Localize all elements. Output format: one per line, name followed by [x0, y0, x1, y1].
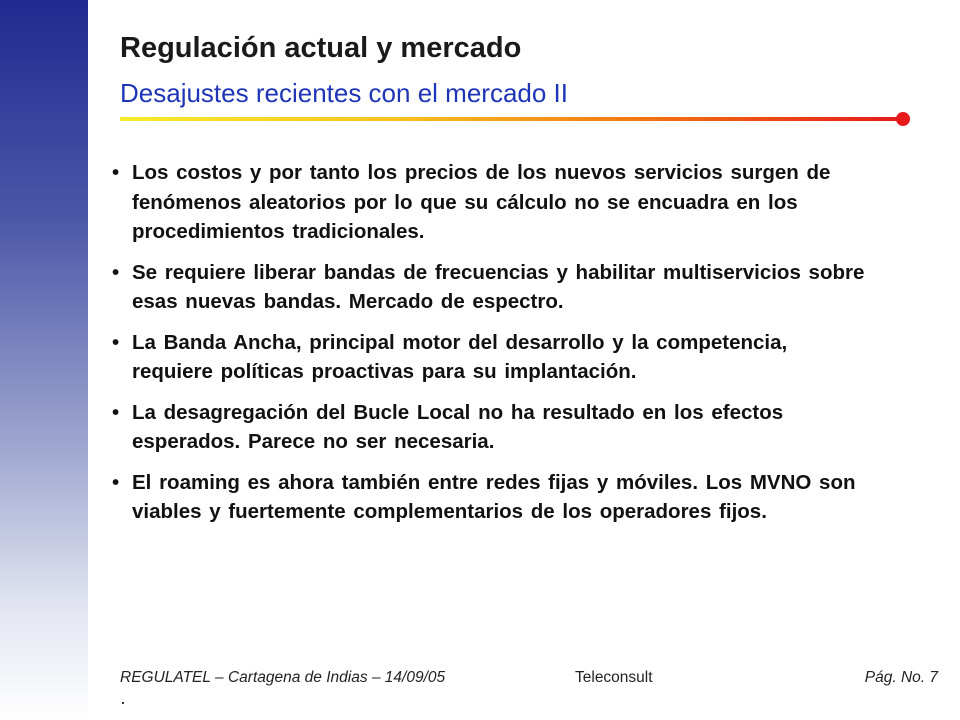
- bullet-marker: •: [112, 470, 120, 494]
- bullet-text: La Banda Ancha, principal motor del desarrollo y la competencia, requiere políticas proactivas para su implantación.: [132, 330, 788, 383]
- bullet-text: Los costos y por tanto los precios de los nuevos servicios surgen de fenómenos aleatorios por lo que su cálculo no se encuadra en los procedimientos tradicionales.: [132, 161, 831, 243]
- title-underline: [120, 117, 902, 121]
- bullet-marker: •: [112, 400, 120, 424]
- bullet-text: Se requiere liberar bandas de frecuencias y habilitar multiservicios sobre esas nuevas bandas. Mercado de espectro.: [132, 260, 865, 313]
- bullet-marker: •: [112, 161, 120, 184]
- bullet-item: [112, 468, 872, 527]
- bullet-marker: •: [112, 260, 120, 284]
- bullet-marker: •: [112, 330, 120, 354]
- slide-title: Regulación actual y mercado: [120, 32, 522, 64]
- bullet-item: [112, 328, 872, 387]
- footer-company: Teleconsult: [575, 669, 653, 686]
- footer-event: REGULATEL – Cartagena de Indias – 14/09/05: [120, 669, 446, 686]
- underline-end-dot: [896, 112, 910, 126]
- bullet-text: La desagregación del Bucle Local no ha resultado en los efectos esperados. Parece no ser necesaria.: [132, 400, 784, 453]
- slide-subtitle: Desajustes recientes con el mercado II: [120, 78, 568, 108]
- bullet-item: [112, 258, 872, 317]
- bullet-item: [112, 158, 872, 247]
- footer-dot: [122, 702, 124, 704]
- bullet-text: El roaming es ahora también entre redes fijas y móviles. Los MVNO son viables y fuertemente complementarios de los operadores fijos.: [132, 470, 856, 523]
- bullet-list: [112, 158, 872, 538]
- footer-page-number: Pág. No. 7: [864, 669, 938, 686]
- side-gradient-band: [0, 0, 88, 720]
- bullet-item: [112, 398, 872, 457]
